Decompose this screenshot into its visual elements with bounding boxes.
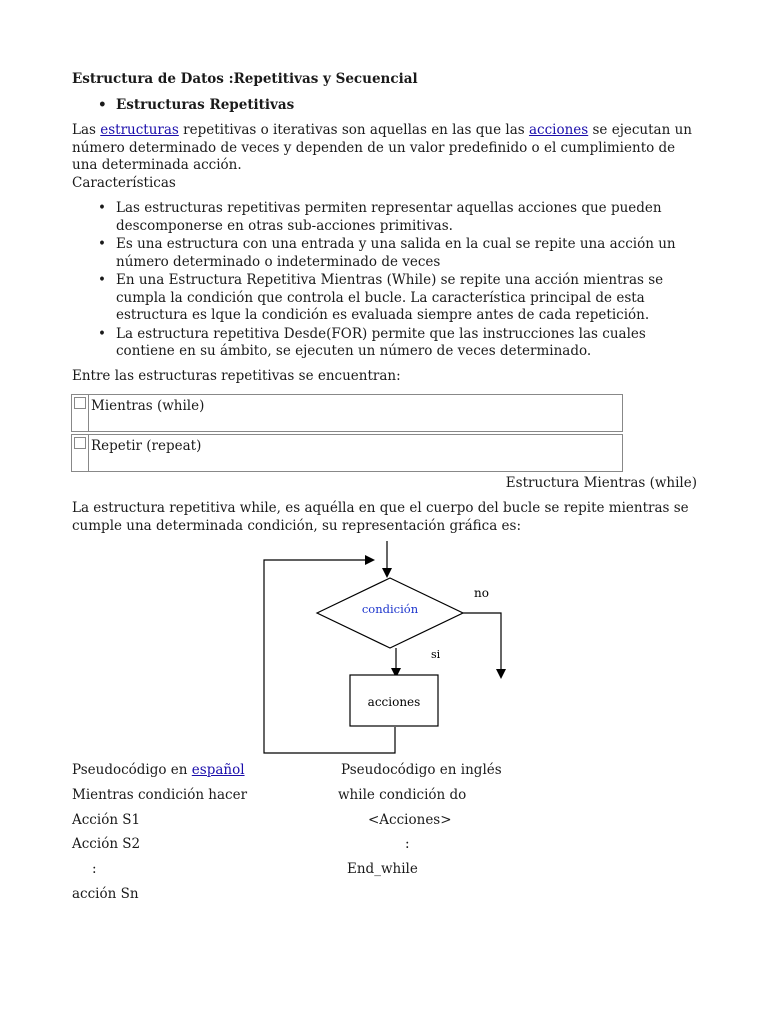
- no-label: no: [474, 586, 489, 600]
- while-paragraph: La estructura repetitiva while, es aquélla en que el cuerpo del bucle se repite mientras se cumple una determinada condición, su representación gráfica es:: [72, 500, 689, 534]
- pseudocode-en-header: Pseudocódigo en inglés: [341, 762, 502, 778]
- bullet-icon: •: [98, 97, 107, 113]
- pseudocode-es-line: Mientras condición hacer: [72, 787, 248, 803]
- pseudocode-es-line: :: [92, 861, 97, 877]
- list-item: • En una Estructura Repetitiva Mientras (While) se repite una acción mientras se cumpla la condición que controla el bucle. La característica principal de esta estructura es lque la condición es evaluada siempre antes de cada repetición.: [72, 272, 702, 325]
- yes-label: si: [431, 648, 441, 661]
- pseudocode-es-line: Acción S1: [72, 812, 141, 828]
- pseudocode-es-line: Acción S2: [72, 836, 141, 852]
- intro-text-3: se ejecutan un número determinado de veces y dependen de un valor predefinido o el cumplimiento de una determinada acción.: [72, 122, 692, 173]
- pseudocode-es-header: [72, 762, 245, 778]
- intro-text-1: Las: [72, 122, 101, 138]
- table-cell: Repetir (repeat): [91, 438, 202, 454]
- section-caption: Estructura Mientras (while): [505, 475, 697, 491]
- list-item: • Las estructuras repetitivas permiten representar aquellas acciones que pueden descomponerse en otras sub-acciones primitivas.: [72, 200, 702, 235]
- list-item: • Es una estructura con una entrada y una salida en la cual se repite una acción un número determinado o indeterminado de veces: [72, 236, 702, 271]
- no-branch-arrow: [463, 613, 501, 674]
- intro-text-2: repetitivas o iterativas son aquellas en las que las: [178, 122, 529, 138]
- list-intro: Entre las estructuras repetitivas se encuentran:: [72, 368, 401, 384]
- link-espanol[interactable]: español: [191, 762, 245, 778]
- table-cell: Mientras (while): [91, 398, 205, 414]
- actions-label: acciones: [367, 695, 421, 709]
- pseudocode-en-line: <Acciones>: [368, 812, 452, 828]
- section-heading-text: Estructuras Repetitivas: [116, 97, 295, 113]
- pseudocode-en-line: while condición do: [338, 787, 467, 803]
- link-estructuras[interactable]: estructuras: [100, 122, 179, 138]
- link-acciones[interactable]: acciones: [528, 122, 589, 138]
- list-item: • La estructura repetitiva Desde(FOR) permite que las instrucciones las cuales contiene en su ámbito, se ejecuten un número de veces determinado.: [72, 326, 702, 361]
- characteristics-label: Características: [72, 175, 176, 191]
- condition-label: condición: [361, 602, 419, 616]
- pseudocode-en-line: End_while: [347, 861, 418, 877]
- pseudocode-es-prefix: Pseudocódigo en: [72, 762, 192, 778]
- pseudocode-en-line: :: [405, 836, 410, 852]
- pseudocode-es-line: acción Sn: [72, 886, 139, 902]
- page-title: Estructura de Datos :Repetitivas y Secuencial: [72, 71, 418, 87]
